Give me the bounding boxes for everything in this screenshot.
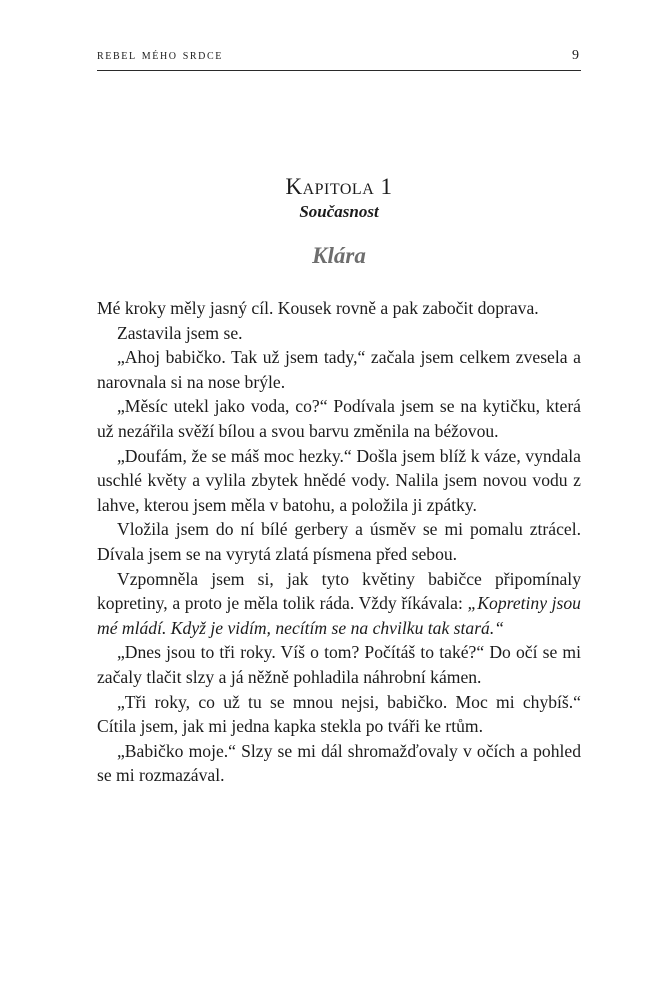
paragraph-lead: Vzpomněla jsem si, jak tyto květiny babičce připomínaly kopretiny, a proto je měla tolik ráda. Vždy říkávala: — [97, 568, 581, 614]
quoted-saying: „Kopretiny jsou mé mládí. Když je vidím, necítím se na chvilku tak stará.“ — [97, 593, 581, 638]
paragraph: „Dnes jsou to tři roky. Víš o tom? Počítáš to také?“ Do očí se mi začaly tlačit slzy a já něžně pohladila náhrobní kámen. — [97, 642, 581, 687]
chapter-heading: Kapitola 1 — [285, 174, 393, 199]
page-number: 9 — [572, 48, 579, 63]
pov-character-name: Klára — [312, 243, 366, 268]
paragraph: „Měsíc utekl jako voda, co?“ Podívala jsem se na kytičku, která už nezářila svěží bílou a svou barvu změnila na béžovou. — [97, 396, 581, 441]
paragraph — [97, 567, 581, 641]
paragraph: Mé kroky měly jasný cíl. Kousek rovně a pak zabočit doprava. — [97, 298, 539, 318]
book-title: rebel mého srdce — [97, 48, 223, 63]
paragraph: „Tři roky, co už tu se mnou nejsi, babičko. Moc mi chybíš.“ Cítila jsem, jak mi jedna kapka stekla po tváři ke rtům. — [97, 691, 581, 737]
paragraph: „Babičko moje.“ Slzy se mi dál shromažďovaly v očích a pohled se mi rozmazával. — [97, 740, 581, 786]
paragraph: „Ahoj babičko. Tak už jsem tady,“ začala jsem celkem zvesela a narovnala si na nose brýle. — [97, 347, 581, 392]
running-head — [97, 48, 581, 71]
chapter-body — [97, 296, 581, 788]
paragraph: Vložila jsem do ní bílé gerbery a úsměv se mi pomalu ztrácel. Dívala jsem se na vyrytá zlatá písmena před sebou. — [97, 519, 581, 564]
chapter-subtitle: Současnost — [299, 202, 379, 221]
paragraph: Zastavila jsem se. — [117, 322, 243, 343]
paragraph: „Doufám, že se máš moc hezky.“ Došla jsem blíž k váze, vyndala uschlé květy a vylila zbytek hnědé vody. Nalila jsem novou vodu z lahve, kterou jsem měla v batohu, a položila ji zpátky. — [97, 445, 581, 515]
